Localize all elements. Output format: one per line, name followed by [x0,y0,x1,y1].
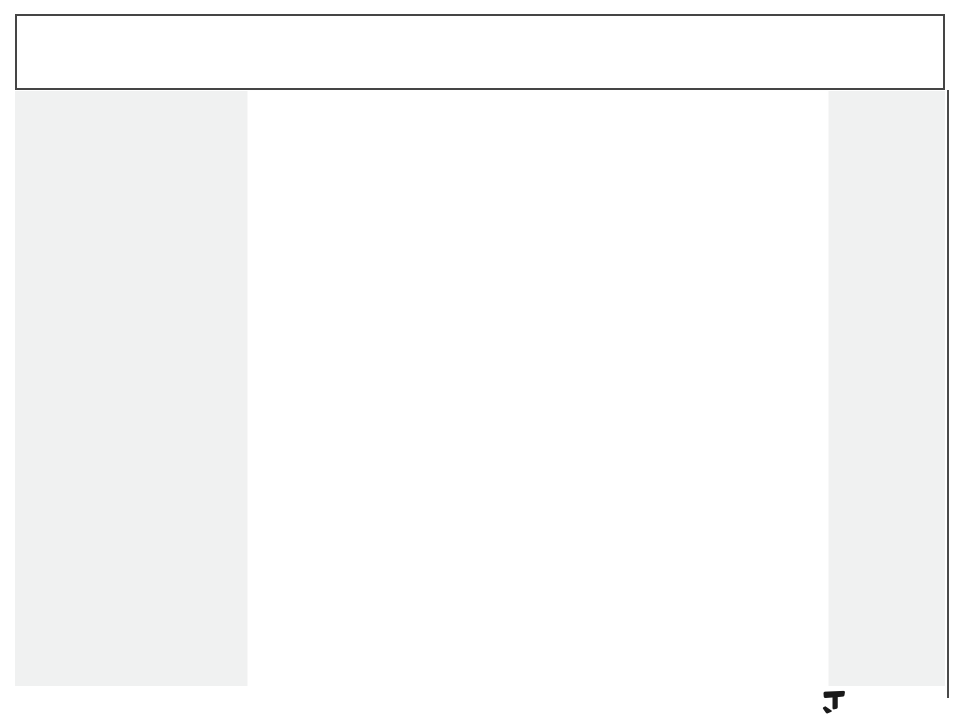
schedule-grid [15,91,945,686]
odot-logo-icon [822,688,846,714]
table-right-border [947,90,949,698]
day-header-row [15,14,945,90]
header-underline-strip [10,93,945,98]
odot-logo [822,688,849,714]
